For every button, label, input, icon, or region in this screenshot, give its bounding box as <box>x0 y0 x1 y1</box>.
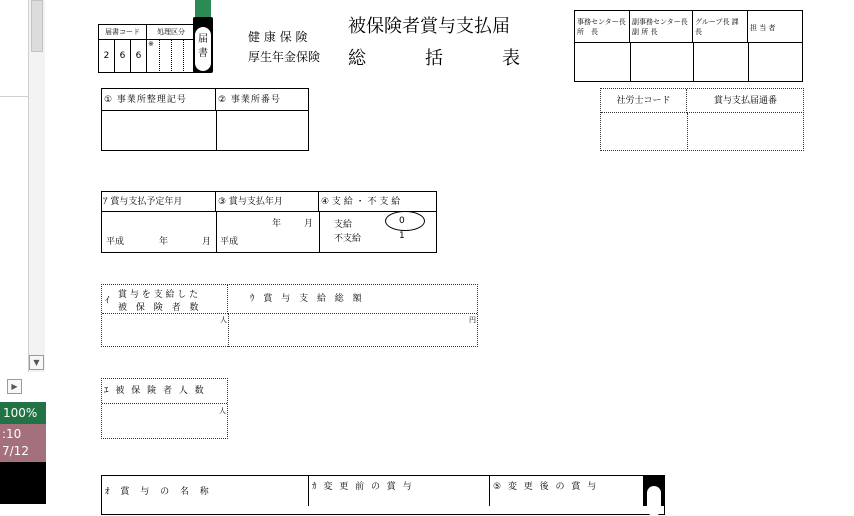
taskbar-strip <box>0 462 46 504</box>
form-badge-text: 届書 <box>195 27 211 71</box>
scrollbar-thumb[interactable] <box>31 0 43 52</box>
bonus-name-label: ｵ 賞 与 の 名 称 <box>102 476 309 506</box>
divider <box>216 111 217 151</box>
era-label: 平成 <box>220 237 239 247</box>
cell-highlight <box>195 0 211 17</box>
divider <box>319 212 320 253</box>
clock-panel <box>0 424 46 462</box>
consultant-code-label: 社労士コード <box>601 89 687 113</box>
official-col-header: 事務センター長 所 長 <box>575 11 630 43</box>
insured-count-label-1: 賞 与 を 支 給 し た <box>118 290 199 300</box>
bonus-total-label: ｳ 賞 与 支 給 総 額 <box>228 285 477 314</box>
scroll-right-arrow-icon[interactable]: ▶ <box>7 379 22 394</box>
divider <box>693 43 694 82</box>
divider <box>630 43 631 82</box>
consultant-table <box>600 88 804 151</box>
title-char: 括 <box>425 48 443 69</box>
zoom-level[interactable]: 100% <box>0 402 46 424</box>
bonus-serial-label: 賞与支払届通番 <box>687 89 804 113</box>
scroll-down-arrow-icon[interactable]: ▼ <box>29 355 44 370</box>
section-bonus-totals <box>101 284 478 347</box>
item-letter: ｲ <box>105 296 110 306</box>
divider <box>687 113 688 151</box>
divider <box>748 43 749 82</box>
office-symbol-label: ① 事業所整理記号 <box>102 89 216 111</box>
clock-date: 7/12 <box>2 444 29 458</box>
mark-cell: ※ <box>147 40 160 73</box>
code-box <box>98 24 195 73</box>
process-cell <box>172 40 184 73</box>
code-digit: 6 <box>115 40 131 73</box>
year-label: 年 <box>272 219 282 229</box>
unit-person: 人 <box>220 316 227 324</box>
clock-time: :10 <box>2 427 22 441</box>
pay-option-value: 0 <box>399 216 405 226</box>
section-office-codes <box>101 88 309 151</box>
pay-option-label: 支給 <box>334 220 353 230</box>
official-col-header: グループ長 課 長 <box>693 11 748 43</box>
era-label: 平成 <box>106 237 125 247</box>
code-digit: 6 <box>131 40 147 73</box>
insured-count-header <box>102 285 228 314</box>
official-col-header: 副事務センター長 副 所 長 <box>630 11 693 43</box>
month-label: 月 <box>202 237 212 247</box>
pay-month-label: ③ 賞与支払年月 <box>216 192 319 212</box>
pay-status-label: ④ 支 給 ・ 不 支 給 <box>319 192 436 212</box>
badge-oval <box>647 486 661 516</box>
vertical-scrollbar[interactable] <box>28 0 45 372</box>
section-insured-count <box>101 378 228 439</box>
section-bonus-names <box>101 475 665 515</box>
process-label: 処理区分 <box>147 25 195 40</box>
insurance-line-2: 厚生年金保険 <box>248 50 321 64</box>
year-label: 年 <box>159 237 169 247</box>
planned-pay-month-label: ｱ 賞与支払予定年月 <box>102 192 216 212</box>
divider <box>216 212 217 253</box>
badge-block <box>643 476 665 506</box>
nopay-option-label: 不支給 <box>334 234 362 244</box>
insured-count-label-2: 被 保 険 者 数 <box>118 303 202 313</box>
office-code-label: 届書コード <box>99 25 147 40</box>
form-badge <box>193 17 213 73</box>
unit-yen: 円 <box>469 316 476 324</box>
month-label: 月 <box>304 219 314 229</box>
process-cell <box>160 40 172 73</box>
divider <box>0 96 28 97</box>
office-number-label: ② 事業所番号 <box>216 89 308 111</box>
section-payment-dates <box>101 191 437 253</box>
official-col-header: 担 当 者 <box>748 11 803 43</box>
insured-persons-label: ｴ 被 保 険 者 人 数 <box>102 379 227 404</box>
prev-bonus-label: ｶ 変 更 前 の 賞 与 <box>309 476 490 506</box>
title-char: 総 <box>348 48 366 69</box>
insurance-line-1: 健 康 保 険 <box>248 30 308 44</box>
code-digit: 2 <box>99 40 115 73</box>
divider <box>228 314 229 347</box>
title-char: 表 <box>502 48 520 69</box>
unit-person: 人 <box>219 407 226 415</box>
new-bonus-label: ⑤ 変 更 後 の 賞 与 <box>493 482 599 492</box>
officials-table <box>574 10 803 82</box>
form-title: 被保険者賞与支払届 <box>348 16 510 37</box>
selected-circle <box>385 211 425 231</box>
nopay-option-value: 1 <box>399 231 405 241</box>
